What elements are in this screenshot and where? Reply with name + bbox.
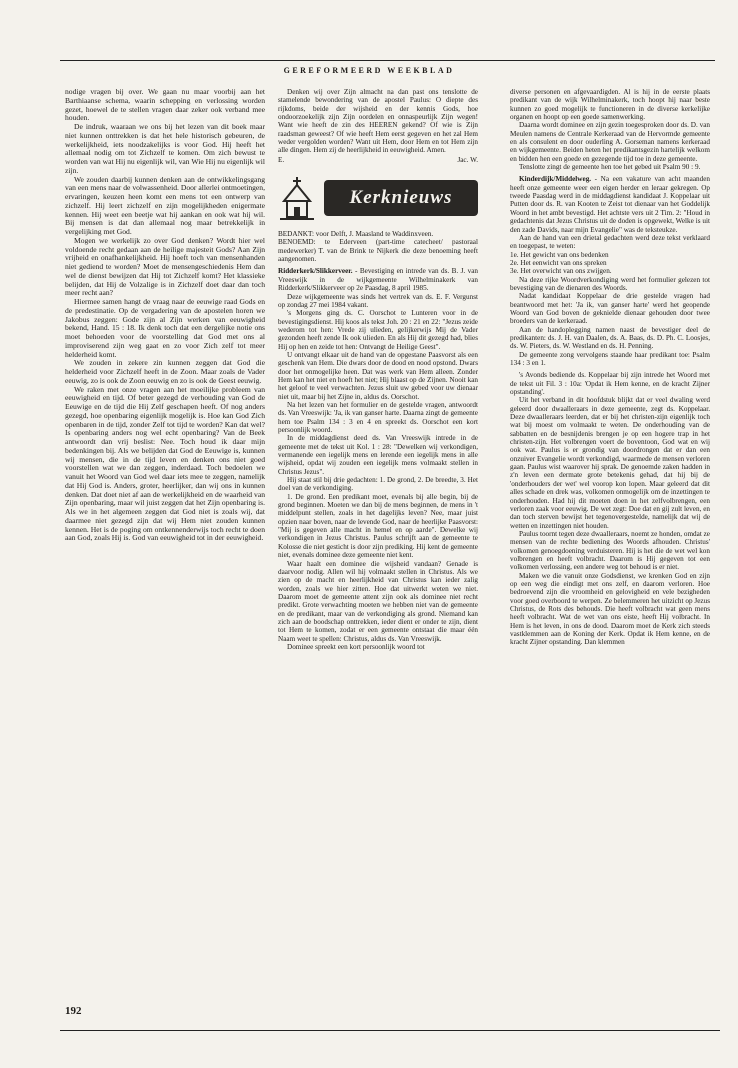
paragraph: 's Avonds bediende ds. Koppelaar bij zijn intrede het Woord met de tekst uit Fil. 3 : 10a: 'Opdat ik Hem kenne, en de kracht Zijner opstanding'. (510, 371, 710, 397)
paragraph: Mogen we werkelijk zo over God denken? Wordt hier wel voldoende recht gedaan aan de heilige majesteit Gods? Aan Zijn vrijheid en onafhankelijkheid. Hij hoeft toch van mensenhanden niet gediend te worden? Moet de mensengeschiedenis Hem dan wel de dienst bewijzen dat Hij tot Zichzelf komt? Het klassieke belijden, dat Hij de Volzalige is in Zichzelf doet daar dan toch meer recht aan? (65, 235, 265, 298)
list-item: 1e. Het gewicht van ons bedenken (510, 250, 609, 259)
paragraph: Waar haalt een dominee die wijsheid vandaan? Genade is daarvoor nodig. Allen wil hij volmaakt stellen in Christus. Als we zien op de macht en heerlijkheid van Christus kan ieder zalig worden, zoals we hier zitten. Hoe dat uitwerkt weten we niet. Daarom moet de gemeente attent zijn ook als dominee niet recht predikt. Grote verwachting moeten we hebben niet van de gemeente en de predikant, maar van de verkondiging als grond. Niemand kan zich aan de boodschap onttrekken, ieder dient er onder te zijn, dient tot Hem te komen, zodat er een gemeente ontstaat die maar één Naam weet te spellen: Christus, aldus ds. Van Vreeswijk. (278, 559, 478, 643)
paragraph: nodige vragen bij over. We gaan nu maar voorbij aan het Barthiaanse schema, waarin schepping en verlossing worden gezet, hoewel de te stellen vragen daar zeker ook verband mee houden. (65, 88, 265, 123)
church-icon (278, 175, 316, 221)
paragraph: De indruk, waaraan we ons bij het lezen van dit boek maar niet kunnen onttrekken is dat het hele historisch gebeuren, de werkelijkheid, iets noodzakelijks is voor God. Hij heeft het allemaal nodig om tot Zichzelf te komen. Om zich bewust te worden van wat Hij nu eigenlijk wil, van Wie Hij nu eigenlijk wil zijn. (65, 122, 265, 175)
paragraph: diverse personen en afgevaardigden. Al is hij in de eerste plaats predikant van de wijk Wilhelminakerk, toch hoopt hij naar beste kunnen zo goed mogelijk te functioneren in de diverse kerkelijke organen en hoopt op een goede samenwerking. (510, 88, 710, 122)
news-item (510, 175, 710, 233)
paragraph: 's Morgens ging ds. C. Oorschot te Lunteren voor in de bevestigingsdienst. Hij koos als tekst Joh. 20 : 21 en 22: "Jezus zeide wederom tot hen: Vrede zij ulieden, gelijkerwijs Mij de Vader gezonden heeft zende Ik ook ulieden. En als Hij dit gezegd had, blies Hij op hen en zeide tot hen: Ontvangt de Heilige Geest". (278, 309, 478, 351)
page-number: 192 (65, 1005, 82, 1017)
banner-title: Kerknieuws (324, 180, 478, 216)
paragraph: We zouden in zekere zin kunnen zeggen dat God die helderheid voor Zichzelf heeft in de Zoon. Maar zoals de Vader eeuwig, zo is ook de Zoon eeuwig en zo is ook de Geest eeuwig. (65, 358, 265, 385)
paragraph: BEDANKT: voor Delft, J. Maasland te Waddinxveen. (278, 230, 434, 239)
column-1 (65, 88, 265, 988)
running-header: GEREFORMEERD WEEKBLAD (283, 66, 455, 75)
paragraph: BENOEMD: te Ederveen (part-time catecheet/ pastoraal medewerker) T. van de Brink te Nijkerk die deze benoeming heeft aangenomen. (278, 238, 478, 264)
paragraph: 1. De grond. Een predikant moet, evenals bij alle begin, bij de grond beginnen. Moeten we dan bij de mens beginnen, de mens in 't middelpunt stellen, zoals in het dagelijks leven? Nee, maar juist opzien naar boven, naar de levende God, naar de heerlijke Paasvorst: "Mij is gegeven alle macht in hemel en op aarde". Dewelke wij verkondigen in Jezus Christus. Paulus schrijft aan de gemeente te Kolosse die niet gesticht is door zijn prediking. Hij kent de gemeente niet, evenals dominee deze gemeente niet kent. (278, 492, 478, 560)
paragraph: Daarna wordt dominee en zijn gezin toegesproken door ds. D. van Meulen namens de Centrale Kerkeraad van de Hervormde gemeente en als consulent en door ouderling A. Gorseman namens kerkeraad en wijkgemeente. Beiden heten het predikantsgezin hartelijk welkom en bidden hen een goede en gezegende tijd toe in deze gemeente. (510, 121, 710, 163)
footer-rule (60, 1030, 720, 1031)
paragraph: Hij staat stil bij drie gedachten: 1. De grond, 2. De breedte, 3. Het doel van de verkondiging. (278, 476, 478, 493)
paragraph: Hiermee samen hangt de vraag naar de eeuwige raad Gods en de predestinatie. Op de vergadering van de apostelen horen we Jakobus zeggen: Gode zijn al Zijn werken van eeuwigheid bekend, Hand. 15 : 18. Ik denk toch dat een dergelijke notie ons moet behoeden voor de voorstelling dat God met ons al improviserend zijn weg gaat en zo voor Zich zelf tot meer helderheid komt. (65, 297, 265, 359)
paragraph: U ontvangt elkaar uit de hand van de opgestane Paasvorst als een geschenk van Hem. Die dwars door de dood en nood opstond. Dwars door het onmogelijke heen. Dat was werk van Hem alleen. Zonder Hem kan het niet en hoeft het niet; Hij blaast op de Zijnen. Nooit kan het geloof te veel verwachten. Jezus sluit uw gebed voor uw dienaar niet uit, maar bij het Zijne in, aldus ds. Oorschot. (278, 350, 478, 401)
paragraph: Maken we die vanuit onze Godsdienst, we krenken God en zijn op een weg die eindigt met ons zelf, en daarom verloren. Hoe bedroevend zijn die vroomheid en gelovigheid en vele bezigheden voor goed overboord te werpen. Ze belemmeren het uitzicht op Jezus Christus, de Rots des behouds. Die heeft volbracht wat geen mens heeft volbracht. Wat de wet van ons eiste, heeft Hij volbracht. In Hem is het leven, in ons de dood. Daarom moet de Kerk zich steeds vastklemmen aan de Koning der Kerk. Opdat ik Hem kenne, en de kracht Zijner opstanding. Dan klemmen (510, 571, 710, 647)
section-text: - Bevestiging en intrede van ds. B. J. van Vreeswijk in de wijkgemeente Wilhelminakerk van Ridderkerk/Slikkerveer op 2e Paasdag, 8 april 1985. (278, 267, 478, 293)
list-item: 2e. Het eenwicht van ons spreken (510, 258, 607, 267)
column-2 (278, 88, 478, 988)
paragraph: Uit het verband in dit hoofdstuk blijkt dat er veel dwaling werd geleerd door dwaalleraars in deze gemeente, zegt ds. Koppelaar. Deze dwaalleraars leerden, dat er bij het christen-zijn eigenlijk toch wat bij moest om volmaakt te weten. De onderhouding van de sabbatten en de besnijdenis brengen je op een hogere trap in het christen-zijn. Het volbrengen voert de boventoon, God wat en wij ook wat. Paulus is er grondig van doordrongen dat er dan een onzuiver Evangelie wordt verkondigd, waarmede de mensen verloren gaan. Paulus wist waarover hij sprak. De genoemde zaken hadden in z'n leven een dermate grote betekenis gehad, dat hij bij de 'onderhouders der wet' wel voorop kon lopen. Maar geleerd dat dit alles schade en drek was, volkomen onmogelijk om de inzettingen te onderhouden. Had hij dit moeten doen in het zelfvolbrengen, een verloren zaak voor eeuwig. De wet zegt: Doe dat en gij zult leven, en dan toch sterven bewijst het tegenovergestelde, namelijk dat wij de wetten en inzettingen niet houden. (510, 396, 710, 530)
paragraph: Aan de handoplegging namen naast de bevestiger deel de predikanten: ds. J. H. van Daalen, ds. A. Baas, ds. D. Ph. C. Loosjes, ds. W. Pieters, ds. W. Westland en ds. H. Penning. (510, 325, 710, 351)
paragraph: Na het lezen van het formulier en de gestelde vragen, antwoordt ds. Van Vreeswijk: 'Ja, ik van ganser harte. Daarna zingt de gemeente hem toe Psalm 134 : 3 en 4 en spreekt ds. Oorschot een kort persoonlijk woord. (278, 400, 478, 434)
sermon-points (510, 251, 710, 276)
paragraph: We raken met onze vragen aan het moeilijke probleem van eeuwigheid en tijd. Of beter gezegd de verhouding van God de Eeuwige en de tijd die Hij Zelf geschapen heeft. Of nog anders gezegd, hoe openbaring eigenlijk mogelijk is. Hoe kan God Zich openbaren in de tijd, zonder Zelf tot tijd te worden? Kan dat wel? Is openbaring anders nog wel echt openbaring? Van de Beek antwoordt dan vrij beslist: Nee. Toch houd ik daar mijn bedenkingen bij. Als we belijden dat God de Eeuwige is, kunnen wij mensen, die in de tijd leven en denken ons niet goed voorstellen wat we dan zeggen, inderdaad. Toch bedoelen we vanuit het Woord van God wel daar iets mee te zeggen, namelijk dat Hij God is. Anders, groter, heerlijker, dan wij ons in kunnen denken. Dat doet niet af aan de werkelijkheid en de waarheid van Zijn openbaring, maar wil juist zeggen dat het Zijn openbaring is. Als we in het algemeen zeggen dat God niet is zoals wij, dat daarmee niet gezegd zijn dat wij Hem niet zouden kunnen kennen. Het is de poging om ontkennenderwijs toch recht te doen aan God, zoals Hij is. God van eeuwigheid tot in der eeuwigheid. (65, 384, 265, 543)
paragraph: In de middagdienst deed ds. Van Vreeswijk intrede in de gemeente met de tekst uit Kol. 1 : 28: "Dewelken wij verkondigen, vermanende een iegelijk mens en lerende een iegelijk mens in alle wijsheid, opdat wij zouden een iegelijk mens volmaakt stellen in Christus Jezus". (278, 434, 478, 476)
signature-initial: E. (278, 155, 285, 164)
signature-row (278, 156, 478, 164)
column-3 (510, 88, 710, 988)
paragraph: De gemeente zong vervolgens staande haar predikant toe: Psalm 134 : 3 en 1. (510, 350, 710, 367)
section-heading: Ridderkerk/Slikkerveer. (278, 267, 353, 276)
section-heading: Kinderdijk/Middelweg. (519, 175, 592, 184)
header-rule (60, 60, 715, 61)
paragraph: Denken wij over Zijn almacht na dan past ons tenslotte de stamelende bewondering van de apostel Paulus: O diepte des rijkdoms, beide der wijsheid en der kennis Gods, hoe ondoorzoekelijk zijn Zijn oordelen en onnaspeurlijk Zijn wegen! Want wie heeft de zin des HEEREN gekend? Of wie is Zijn raadsman geweest? Of wie heeft Hem eerst gegeven en het zal Hem weder vergolden worden? Want uit Hem, door Hem en tot Hem zijn alle dingen. Hem zij de heerlijkheid in eeuwigheid. Amen. (278, 88, 478, 155)
paragraph: Nadat kandidaat Koppelaar de drie gestelde vragen had beantwoord met het: 'Ja ik, van ganser harte' werd het geopende Woord van God boven de geknielde dienaar gehouden door twee broeders van de kerkeraad. (510, 292, 710, 326)
paragraph: We zouden daarbij kunnen denken aan de ontwikkelingsgang van een mens naar de volwassenheid. Door allerlei ontmoetingen, ervaringen, keuzen heen komt een mens tot een ontwerp van zichzelf. Hij leert zichzelf en zijn mogelijkheden enigermate kennen. Hij weet een beetje wat hij aankan en ook wat hij wil. Bij mensen is dat dan allemaal nog maar betrekkelijk in vergelijking met God. (65, 174, 265, 236)
paragraph: Deze wijkgemeente was sinds het vertrek van ds. E. F. Vergunst op zondag 27 mei 1984 vakant. (278, 292, 478, 309)
section-text: - Na een vakature van acht maanden heeft onze gemeente weer een eigen herder en leraar gekregen. Op tweede Paasdag werd in de middagdienst kandidaat J. Koppelaar uit Putten door ds. R. van Kooten te Zeist tot dienaar van het Goddelijk Woord in het ambt bevestigd. Het achtste vers uit 2 Tim. 2: "Houd in gedachtenis dat Jezus Christus uit de doden is opgewekt, Welke is uit den zade Davids, naar mijn Evangelie" was de teksteukze. (510, 175, 710, 234)
paragraph: Paulus toornt tegen deze dwaalleraars, noemt ze honden, omdat ze mensen van de rechte bediening des Woords afhouden. Christus' volkomen genoegdoening verduisteren. Hij is het die de wet wel kon volbrengen en heeft volbracht. Daarom is Hij gegeven tot een volkomen verlossing, een andere weg tot behoud is er niet. (510, 529, 710, 572)
list-item: 3e. Het overwicht van ons zwijgen. (510, 267, 612, 276)
paragraph: Aan de hand van een drietal gedachten werd deze tekst verklaard en toegepast, te weten: (510, 233, 710, 251)
news-item (278, 267, 478, 292)
paragraph: Na deze rijke Woordverkondiging werd het formulier gelezen tot bevestiging van de dienaren des Woords. (510, 275, 710, 292)
paragraph: Dominee spreekt een kort persoonlijk woord tot (287, 642, 425, 651)
paragraph: Tenslotte zingt de gemeente hen toe het gebed uit Psalm 90 : 9. (519, 163, 701, 172)
kerknieuws-banner (278, 172, 478, 224)
signature-author: Jac. W. (457, 155, 478, 164)
